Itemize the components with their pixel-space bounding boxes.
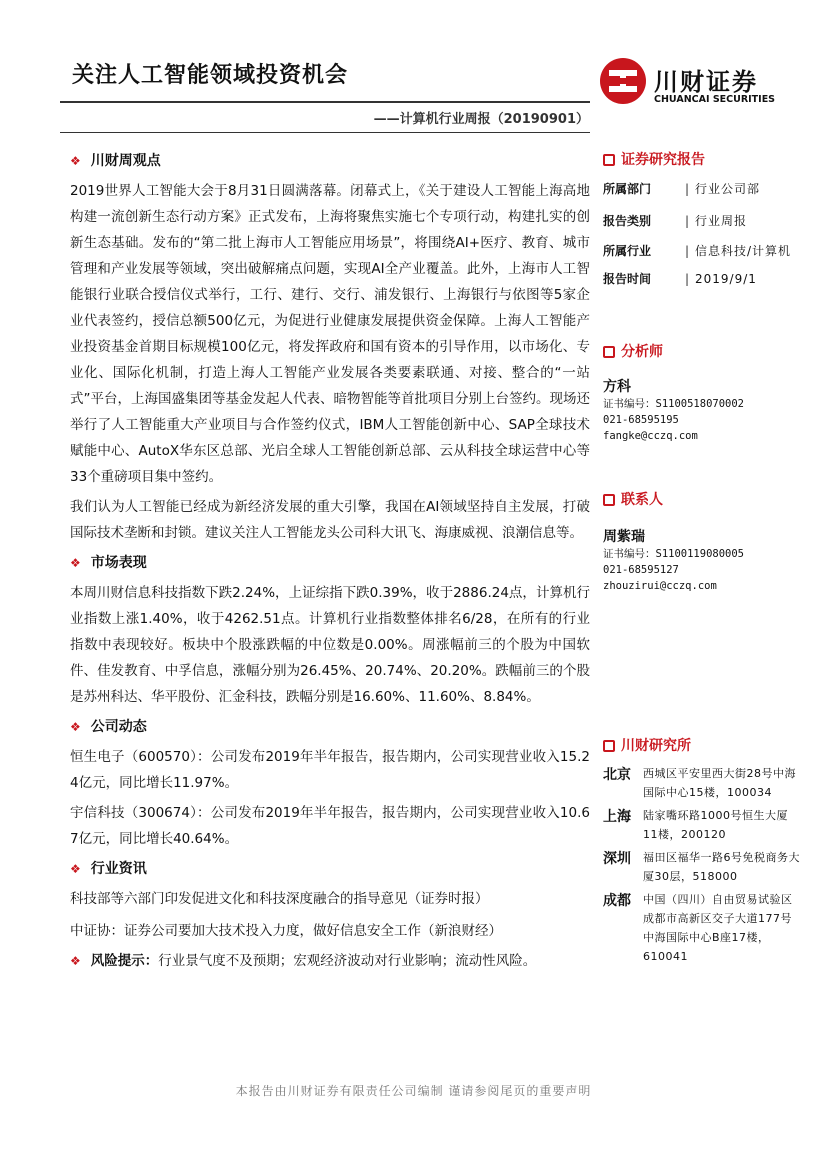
office-city: 深圳 (603, 851, 631, 867)
contact-phone: 021-68595127 (603, 564, 679, 576)
office-shanghai (603, 806, 803, 844)
paragraph-industry-2: 中证协：证券公司要加大技术投入力度，做好信息安全工作（新浪财经） (70, 923, 502, 939)
info-row-department: 所属部门 | 行业公司部 (603, 180, 803, 198)
section-heading-industry (70, 856, 590, 886)
section-heading-view (70, 148, 590, 178)
info-value: 行业周报 (695, 214, 748, 228)
info-value: 行业公司部 (695, 182, 761, 196)
sidebar-heading-text: 联系人 (621, 492, 663, 508)
paragraph-company-1: 恒生电子（600570）：公司发布2019年半年报告，报告期内，公司实现营业收入15.24亿元，同比增长11.97%。 (70, 749, 590, 791)
title-divider (60, 101, 590, 103)
analyst-cert: 证书编号：S1100518070002 (603, 398, 745, 410)
section-heading-text: 公司动态 (90, 719, 147, 735)
report-subtitle: ——计算机行业周报（20190901） (373, 112, 589, 127)
info-row-category: 报告类别 | 行业周报 (603, 212, 803, 230)
logo-name-en: CHUANCAI SECURITIES (654, 94, 776, 105)
contact-email[interactable]: zhouzirui@cczq.com (603, 580, 717, 592)
section-heading-market (70, 550, 590, 580)
diamond-bullet-icon: ❖ (70, 720, 81, 734)
paragraph-view-2: 我们认为人工智能已经成为新经济发展的重大引擎，我国在AI领域坚持自主发展，打破国际技术垄断和封锁。建议关注人工智能龙头公司科大讯飞、海康威视、浪潮信息等。 (70, 499, 590, 541)
info-key: 报告类别 (603, 214, 652, 228)
page-footer: 本报告由川财证券有限责任公司编制 谨请参阅尾页的重要声明 (235, 1084, 592, 1098)
contact-cert: 证书编号：S1100119080005 (603, 548, 745, 560)
section-marker-icon (603, 494, 615, 506)
info-value: 信息科技/计算机 (695, 244, 792, 258)
section-heading-company (70, 714, 590, 744)
office-city: 上海 (603, 809, 631, 825)
section-heading-text: 行业资讯 (90, 861, 147, 877)
office-address: 中国（四川）自由贸易试验区成都市高新区交子大道177号中海国际中心B座17楼，610041 (643, 893, 793, 963)
office-address: 陆家嘴环路1000号恒生大厦11楼，200120 (643, 809, 788, 841)
analyst-name: 方科 (603, 379, 631, 395)
office-beijing (603, 764, 803, 802)
section-marker-icon (603, 154, 615, 166)
info-key: 所属部门 (603, 182, 652, 196)
risk-label: 风险提示： (90, 953, 159, 969)
risk-text: 行业景气度不及预期；宏观经济波动对行业影响；流动性风险。 (158, 953, 537, 969)
office-address: 西城区平安里西大街28号中海国际中心15楼，100034 (643, 767, 796, 799)
info-key: 所属行业 (603, 244, 652, 258)
report-title: 关注人工智能领域投资机会 (72, 63, 349, 88)
company-logo (600, 58, 800, 108)
contact-name: 周紫瑞 (603, 529, 645, 545)
paragraph-industry-1: 科技部等六部门印发促进文化和科技深度融合的指导意见（证券时报） (70, 891, 489, 907)
info-key: 报告时间 (603, 272, 652, 286)
diamond-bullet-icon: ❖ (70, 556, 81, 570)
section-heading-text: 川财周观点 (90, 153, 161, 169)
info-row-date: 报告时间 | 2019/9/1 (603, 270, 803, 288)
office-shenzhen (603, 848, 803, 886)
sidebar-heading-text: 证券研究报告 (621, 152, 705, 168)
diamond-bullet-icon: ❖ (70, 862, 81, 876)
office-city: 成都 (603, 893, 631, 909)
sidebar-heading-text: 分析师 (621, 344, 663, 360)
office-address: 福田区福华一路6号免税商务大厦30层，518000 (643, 851, 800, 883)
paragraph-market: 本周川财信息科技指数下跌2.24%，上证综指下跌0.39%，收于2886.24点，计算机行业指数上涨1.40%，收于4262.51点。计算机行业指数整体排名6/28，在所有的行业指数中表现较好。板块中个股涨跌幅的中位数是0.00%。周涨幅前三的个股为中国软件、佳发教育、中孚信息，涨幅分别为26.45%、20.74%、20.20%。跌幅前三的个股是苏州科达、华平股份、汇金科技，跌幅分别是16.60%、11.60%、8.84%。 (70, 585, 590, 705)
sidebar-heading-analyst (603, 340, 803, 364)
logo-name-cn: 川财证券 (654, 68, 758, 96)
subtitle-divider (60, 132, 590, 133)
sidebar-heading-contact (603, 488, 803, 512)
info-value: 2019/9/1 (695, 272, 757, 286)
info-row-industry: 所属行业 | 信息科技/计算机 (603, 242, 803, 260)
paragraph-view-1: 2019世界人工智能大会于8月31日圆满落幕。闭幕式上，《关于建设人工智能上海高地构建一流创新生态行动方案》正式发布，上海将聚焦实施七个专项行动，构建扎实的创新生态基础。发布的“第二批上海市人工智能应用场景”，将围绕AI+医疗、教育、城市管理和产业发展等领域，突出破解痛点问题，实现AI全产业覆盖。此外，上海市人工智能银行业联合授信仪式举行，工行、建行、交行、浦发银行、上海银行与依图等5家企业代表签约，授信总额500亿元，为促进行业健康发展提供资金保障。上海人工智能产业投资基金首期目标规模100亿元，将发挥政府和国有资本的引导作用，以市场化、专业化、国际化机制，打造上海人工智能产业发展各类要素联通、对接、整合的“一站式”平台，上海国盛集团等基金发起人代表、暗物智能等首批项目分别上台签约。现场还举行了人工智能重大产业项目与合作签约仪式，IBM人工智能创新中心、SAP全球技术赋能中心、AutoX华东区总部、光启全球人工智能创新总部、云从科技全球运营中心等33个重磅项目集中签约。 (70, 183, 590, 485)
sidebar-heading-institute (603, 734, 803, 758)
analyst-email[interactable]: fangke@cczq.com (603, 430, 698, 442)
sidebar (603, 148, 803, 966)
paragraph-company-2: 宇信科技（300674）：公司发布2019年半年报告，报告期内，公司实现营业收入10.67亿元，同比增长40.64%。 (70, 805, 590, 847)
office-city: 北京 (603, 767, 631, 783)
sidebar-heading-text: 川财研究所 (621, 738, 691, 754)
diamond-bullet-icon: ❖ (70, 154, 81, 168)
risk-line (70, 948, 590, 974)
section-marker-icon (603, 346, 615, 358)
office-chengdu (603, 890, 803, 966)
main-content (70, 148, 590, 974)
analyst-phone: 021-68595195 (603, 414, 679, 426)
section-marker-icon (603, 740, 615, 752)
section-heading-text: 市场表现 (90, 555, 147, 571)
diamond-bullet-icon: ❖ (70, 954, 81, 968)
sidebar-heading-report (603, 148, 803, 172)
logo-mark-icon (600, 58, 646, 104)
